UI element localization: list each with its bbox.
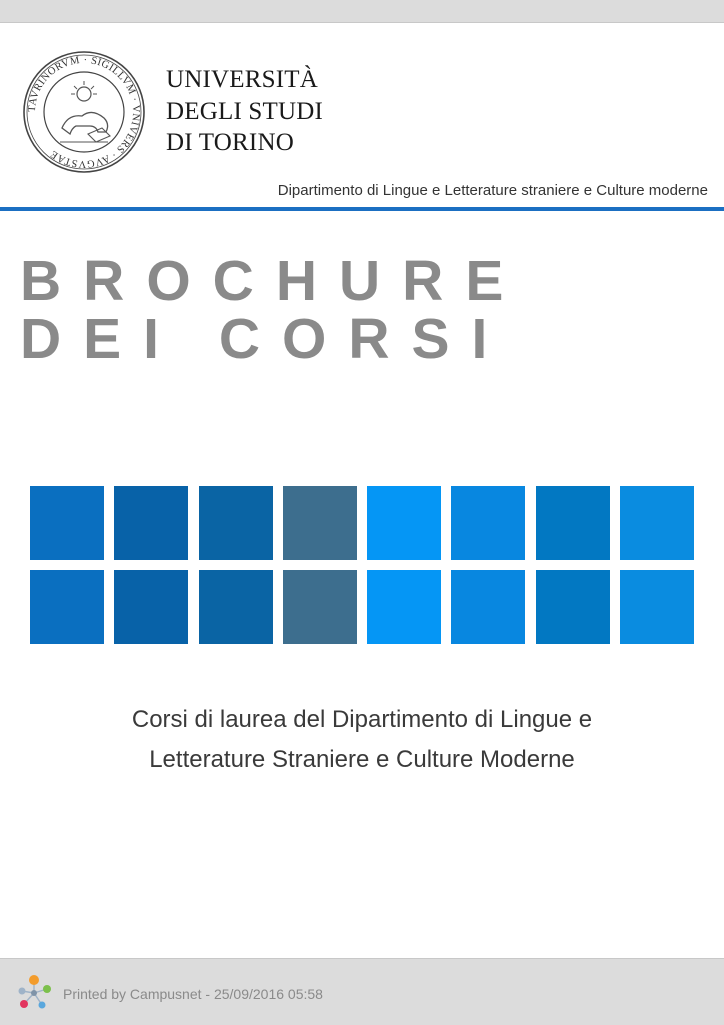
- color-tile: [367, 570, 441, 644]
- subtitle: [0, 700, 724, 780]
- subtitle-line-2: Letterature Straniere e Culture Moderne: [149, 746, 575, 773]
- color-tile-grid: [30, 486, 694, 644]
- color-tile: [30, 486, 104, 560]
- color-tile: [283, 486, 357, 560]
- subtitle-line-1: Corsi di laurea del Dipartimento di Lingue e: [131, 706, 593, 733]
- header-divider: [0, 207, 724, 211]
- printed-by-text: Printed by Campusnet - 25/09/2016 05:58: [63, 986, 323, 1002]
- svg-text:TAVRINORVM · SIGILLVM · VNIVER: TAVRINORVM · SIGILLVM · VNIVERS · AVGVSTAE: [26, 54, 142, 170]
- page-title: [20, 249, 526, 371]
- university-name-line-2: DEGLI STUDI: [166, 97, 324, 125]
- color-tile: [199, 486, 273, 560]
- university-name-line-1: UNIVERSITÀ: [166, 66, 318, 93]
- color-tile: [620, 570, 694, 644]
- university-name-line-3: DI TORINO: [166, 129, 294, 156]
- top-bar: [0, 0, 724, 23]
- color-tile: [367, 486, 441, 560]
- title-line-2: DEI CORSI: [20, 307, 510, 371]
- title-line-1: BROCHURE: [20, 249, 526, 313]
- campusnet-logo-icon: [14, 972, 54, 1012]
- color-tile: [451, 570, 525, 644]
- color-tile: [451, 486, 525, 560]
- color-tile: [283, 570, 357, 644]
- university-name: [166, 64, 323, 159]
- color-tile: [536, 570, 610, 644]
- color-tile: [620, 486, 694, 560]
- color-tile: [114, 486, 188, 560]
- color-tile: [199, 570, 273, 644]
- color-tile: [30, 570, 104, 644]
- department-name: Dipartimento di Lingue e Letterature straniere e Culture moderne: [277, 182, 708, 199]
- color-tile: [114, 570, 188, 644]
- university-seal-icon: [22, 50, 146, 174]
- color-tile: [536, 486, 610, 560]
